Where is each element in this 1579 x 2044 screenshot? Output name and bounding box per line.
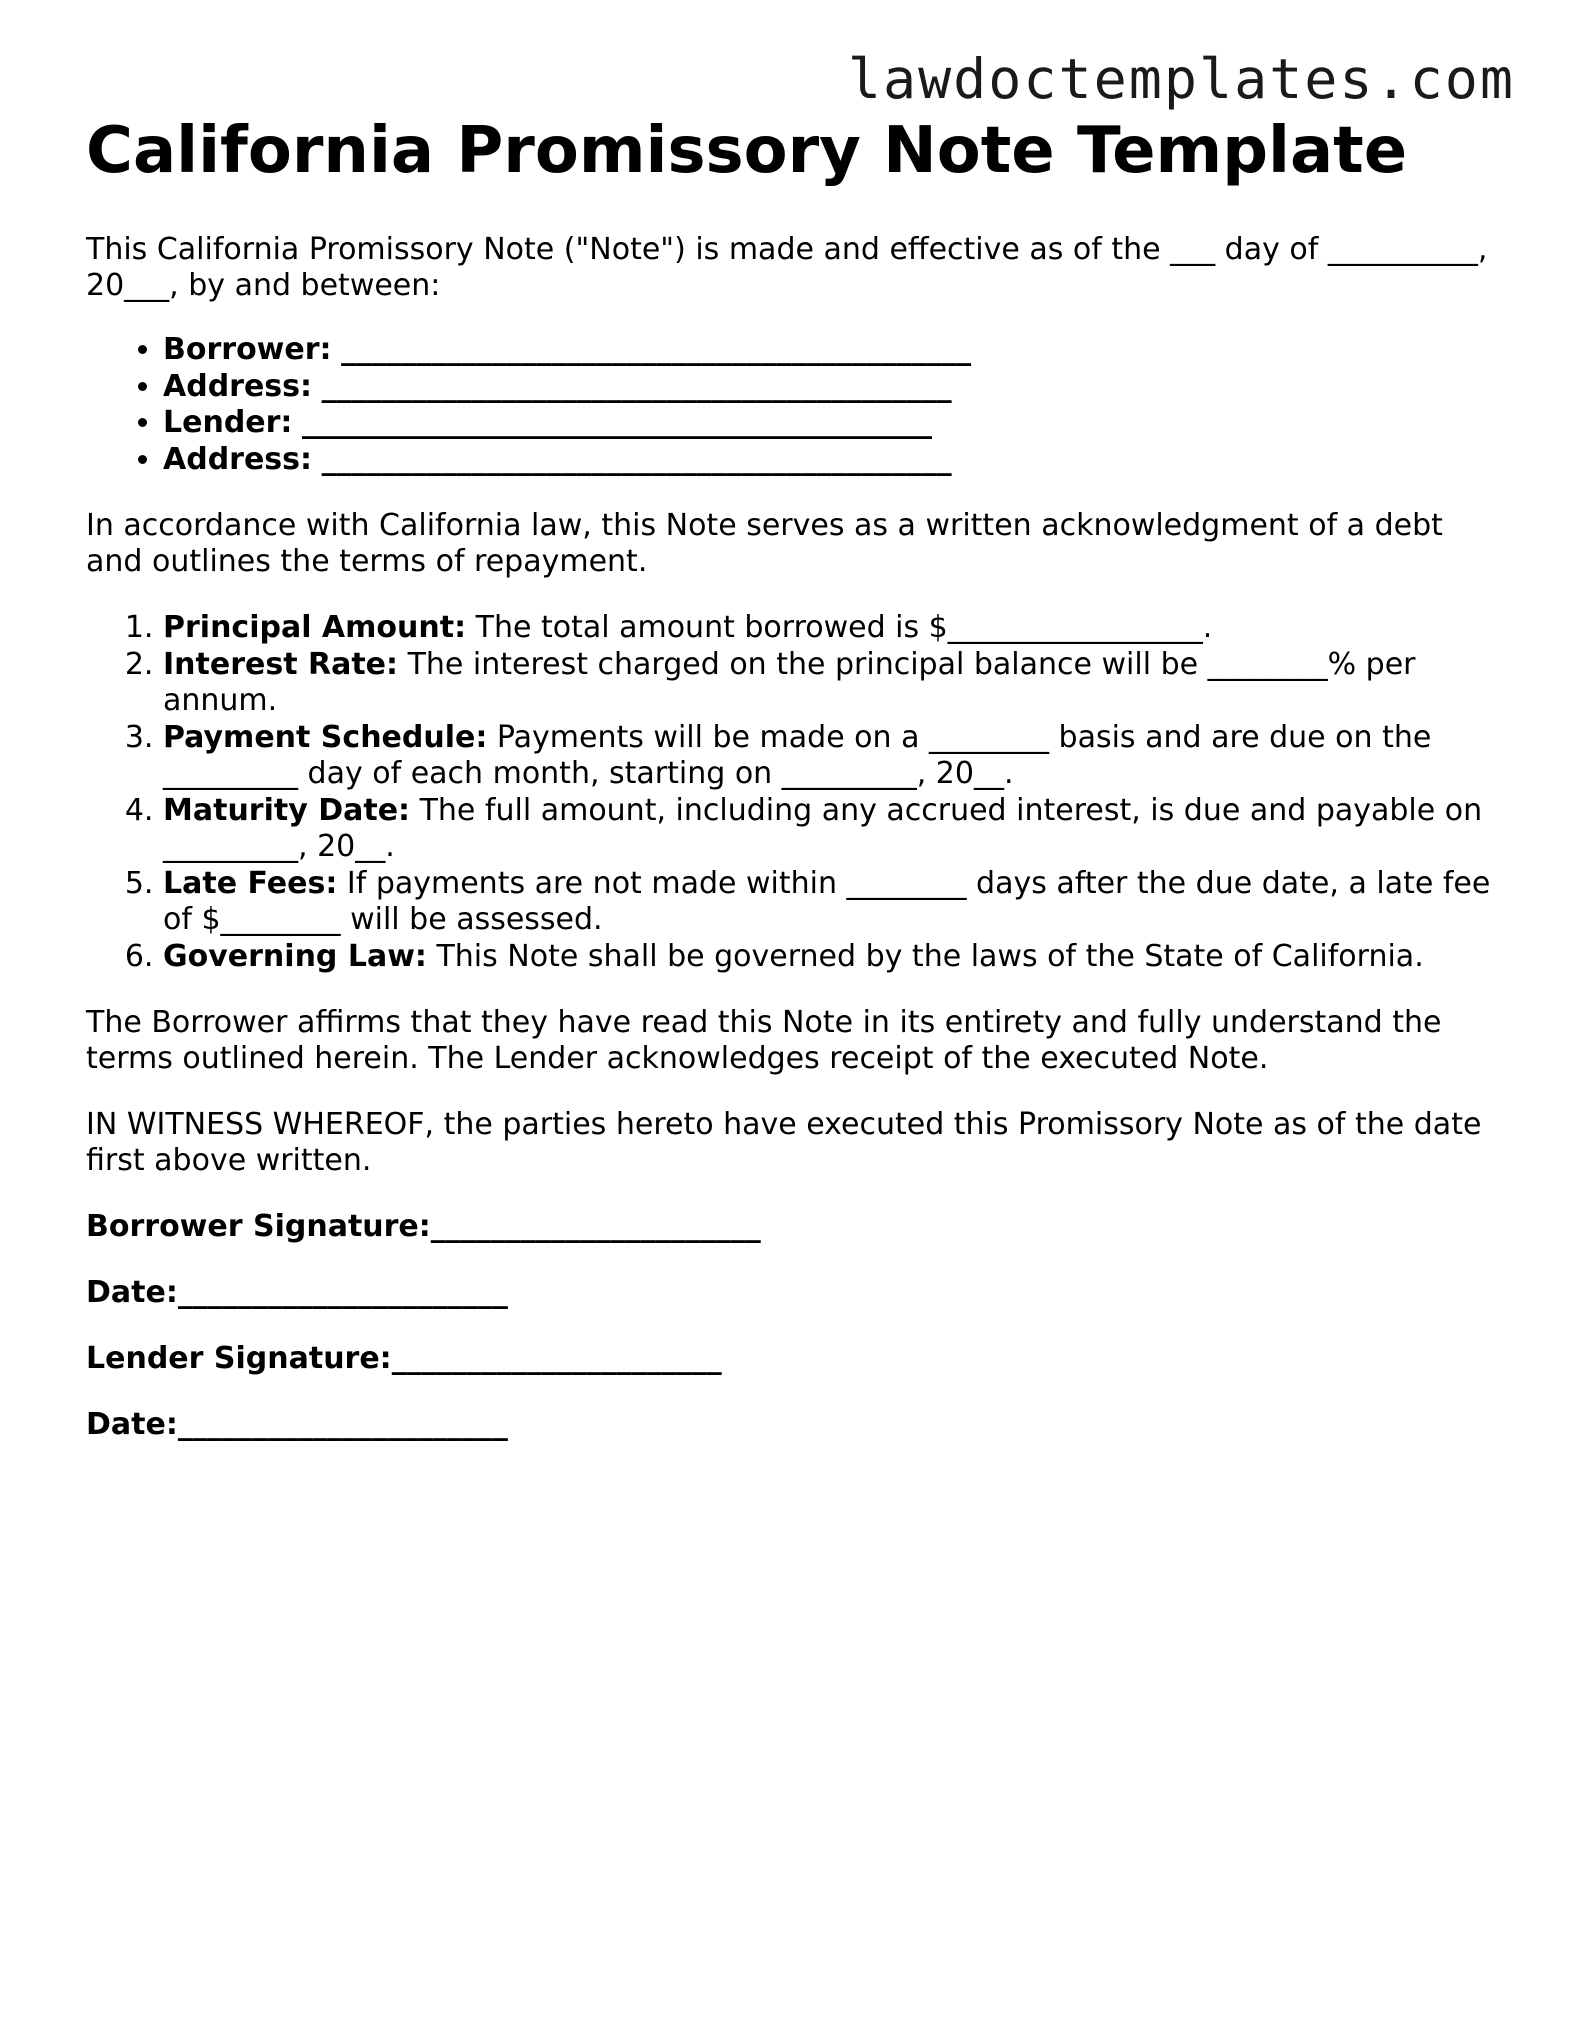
party-blank[interactable]: __________________________________________	[321, 368, 952, 404]
terms-list	[86, 610, 1496, 975]
borrower-date-line	[86, 1275, 1496, 1311]
signature-blank[interactable]: ______________________	[177, 1407, 508, 1442]
party-item-borrower	[163, 332, 1496, 369]
term-label: Maturity Date:	[163, 792, 411, 828]
lender-signature-line	[86, 1341, 1496, 1377]
parties-list	[86, 332, 1496, 478]
term-label: Late Fees:	[163, 865, 338, 901]
party-item-lender	[163, 405, 1496, 442]
term-governing-law	[163, 939, 1496, 976]
term-payment-schedule	[163, 720, 1496, 793]
term-text: The full amount, including any accrued interest, is due and payable on _________, 20__.	[163, 792, 1483, 864]
lender-date-line	[86, 1407, 1496, 1443]
term-text: If payments are not made within ________ days after the due date, a late fee of $________ will be assessed.	[163, 865, 1491, 937]
party-blank[interactable]: __________________________________________	[341, 332, 972, 367]
party-item-borrower-address	[163, 369, 1496, 406]
document-body	[86, 110, 1496, 1443]
term-interest-rate	[163, 647, 1496, 720]
term-label: Governing Law:	[163, 938, 427, 974]
term-maturity-date	[163, 793, 1496, 866]
signature-label: Date:	[86, 1407, 178, 1442]
term-principal-amount	[163, 610, 1496, 647]
signature-label: Borrower Signature:	[86, 1209, 431, 1244]
site-watermark: lawdoctemplates.com	[847, 47, 1515, 111]
term-text: Payments will be made on a ________ basis and are due on the _________ day of each month, starting on _________, 20__.	[163, 719, 1432, 791]
term-text: The interest charged on the principal balance will be ________% per annum.	[163, 646, 1416, 718]
term-text: This Note shall be governed by the laws of the State of California.	[436, 938, 1424, 974]
party-blank[interactable]: __________________________________________	[301, 405, 932, 440]
document-title: California Promissory Note Template	[86, 114, 1408, 188]
borrower-signature-line	[86, 1209, 1496, 1245]
signature-blank[interactable]: ______________________	[430, 1209, 761, 1244]
term-text: The total amount borrowed is $_________________.	[475, 610, 1213, 645]
term-label: Principal Amount:	[163, 610, 467, 645]
signature-blank[interactable]: ______________________	[391, 1341, 722, 1376]
accordance-paragraph: In accordance with California law, this Note serves as a written acknowledgment of a debt and outlines the terms of repayment.	[86, 508, 1443, 579]
party-blank[interactable]: __________________________________________	[321, 441, 952, 477]
term-late-fees	[163, 866, 1496, 939]
party-label: Address:	[163, 368, 313, 404]
party-label: Address:	[163, 441, 313, 477]
party-label: Lender:	[163, 405, 293, 440]
signature-label: Lender Signature:	[86, 1341, 392, 1376]
witness-paragraph: IN WITNESS WHEREOF, the parties hereto have executed this Promissory Note as of the date first above written.	[86, 1107, 1482, 1178]
term-label: Payment Schedule:	[163, 719, 488, 755]
signature-blank[interactable]: ______________________	[177, 1275, 508, 1310]
intro-paragraph: This California Promissory Note ("Note") is made and effective as of the ___ day of __________, 20___, by and between:	[86, 232, 1488, 303]
party-item-lender-address	[163, 442, 1496, 479]
party-label: Borrower:	[163, 332, 332, 367]
signature-label: Date:	[86, 1275, 178, 1310]
affirmation-paragraph: The Borrower affirms that they have read this Note in its entirety and fully understand the terms outlined herein. The Lender acknowledges receipt of the executed Note.	[86, 1005, 1442, 1076]
term-label: Interest Rate:	[163, 646, 399, 682]
